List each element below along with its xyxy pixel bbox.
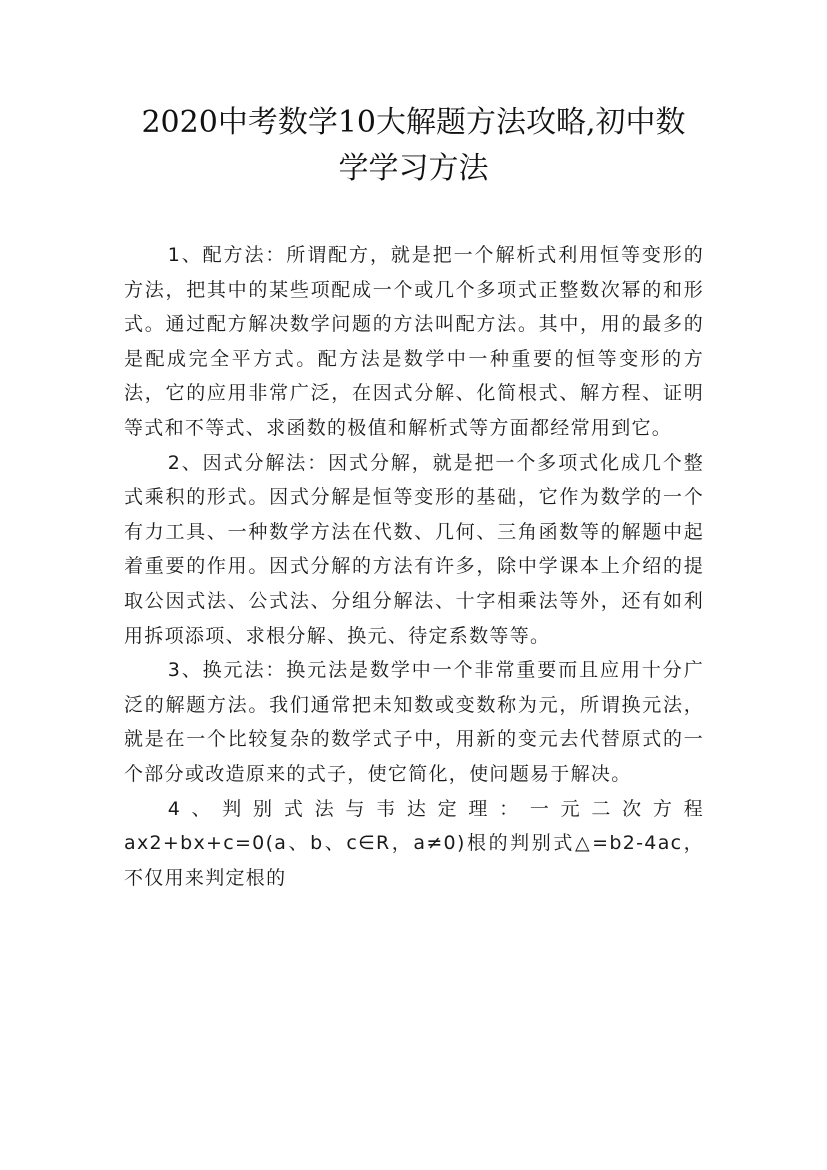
paragraph-yinshifenjiefa: 2、因式分解法：因式分解，就是把一个多项式化成几个整式乘积的形式。因式分解是恒等变形的基础，它作为数学的一个有力工具、一种数学方法在代数、几何、三角函数等的解题中起着重要的作用。因式分解的方法有许多，除中学课本上介绍的提取公因式法、公式法、分组分解法、十字相乘法等外，还有如利用拆项添项、求根分解、换元、待定系数等等。 xyxy=(124,451,704,647)
paragraph-peifangfa: 1、配方法：所谓配方，就是把一个解析式利用恒等变形的方法，把其中的某些项配成一个或几个多项式正整数次幂的和形式。通过配方解决数学问题的方法叫配方法。其中，用的最多的是配成完全平方式。配方法是数学中一种重要的恒等变形的方法，它的应用非常广泛，在因式分解、化简根式、解方程、证明等式和不等式、求函数的极值和解析式等方面都经常用到它。 xyxy=(124,244,704,439)
paragraph-huanyuanfa: 3、换元法：换元法是数学中一个非常重要而且应用十分广泛的解题方法。我们通常把未知数或变数称为元，所谓换元法，就是在一个比较复杂的数学式子中，用新的变元去代替原式的一个部分或改造原来的式子，使它简化，使问题易于解决。 xyxy=(124,659,704,785)
document-title-line-2: 学学习方法 xyxy=(338,151,489,186)
paragraph-panbieshifa: 4、判别式法与韦达定理：一元二次方程ax2+bx+c=0(a、b、c∈R，a≠0)根的判别式△=b2-4ac，不仅用来判定根的 xyxy=(124,797,704,889)
document-title xyxy=(110,100,717,192)
document-body xyxy=(124,238,704,895)
document-title-line-1: 2020中考数学10大解题方法攻略,初中数 xyxy=(141,105,686,140)
